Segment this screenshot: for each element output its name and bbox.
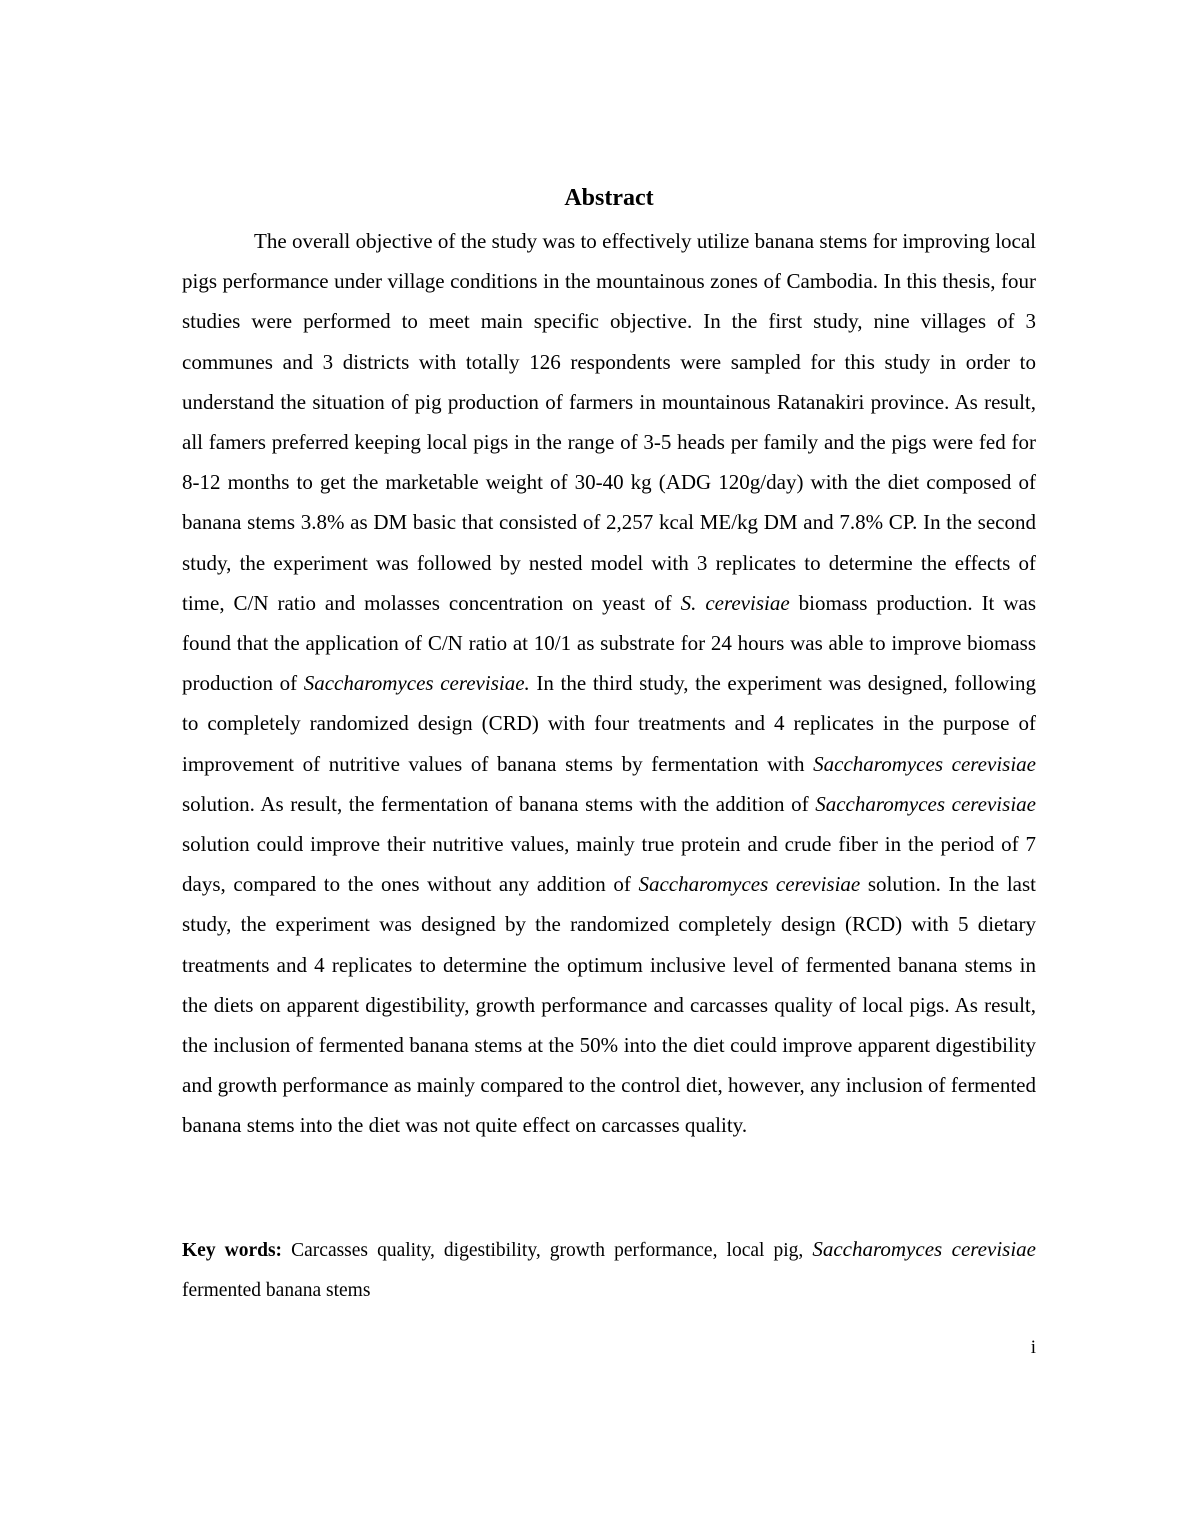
page-number: i [1030,1337,1036,1358]
keywords-species: Saccharomyces cerevisiae [812,1237,1036,1261]
species-name: Saccharomyces cerevisiae. [303,671,530,696]
species-name: S. cerevisiae [680,590,790,615]
keywords-label: Key words: [182,1240,283,1261]
abstract-heading: Abstract [564,185,654,211]
keywords-line [182,1229,1036,1311]
abstract-text: The overall objective of the study was to effectively utilize banana stems for improving local pigs performance under village conditions in the mountainous zones of Cambodia. In this thesis, four studies were performed to meet main specific objective. In the first study, nine villages of 3 communes and 3 districts with totally 126 respondents were sampled for this study in order to understand the situation of pig production of farmers in mountainous Ratanakiri province. As result, all famers preferred keeping local pigs in the range of 3-5 heads per family and the pigs were fed for 8-12 months to get the marketable weight of 30-40 kg (ADG 120g/day) with the diet composed of banana stems 3.8% as DM basic that consisted of 2,257 kcal ME/kg DM and 7.8% CP. In the second study, the experiment was followed by nested model with 3 replicates to determine the effects of time, C/N ratio and molasses concentration on yeast of [182,229,1036,615]
abstract-paragraph [182,221,1036,1146]
species-name: Saccharomyces cerevisiae [815,791,1036,816]
abstract-text: solution could improve their nutritive values, mainly true protein and crude fiber in the period of 7 days, compared to the ones without any addition of [182,832,1036,897]
species-name: Saccharomyces cerevisiae [638,872,861,897]
abstract-text: biomass production. It was found that the application of C/N ratio at 10/1 as substrate for 24 hours was able to improve biomass production of [182,590,1036,696]
keywords-tail: fermented banana stems [182,1280,371,1301]
species-name: Saccharomyces cerevisiae [813,751,1036,776]
keywords-terms: Carcasses quality, digestibility, growth performance, local pig, [282,1240,813,1261]
abstract-text: solution. As result, the fermentation of banana stems with the addition of [182,791,816,816]
abstract-text: In the third study, the experiment was designed, following to completely randomized design (CRD) with four treatments and 4 replicates in the purpose of improvement of nutritive values of banana stems by fermentation with [182,671,1036,776]
abstract-text: solution. In the last study, the experiment was designed by the randomized completely design (RCD) with 5 dietary treatments and 4 replicates to determine the optimum inclusive level of fermented banana stems in the diets on apparent digestibility, growth performance and carcasses quality of local pigs. As result, the inclusion of fermented banana stems at the 50% into the diet could improve apparent digestibility and growth performance as mainly compared to the control diet, however, any inclusion of fermented banana stems into the diet was not quite effect on carcasses quality. [182,872,1036,1138]
